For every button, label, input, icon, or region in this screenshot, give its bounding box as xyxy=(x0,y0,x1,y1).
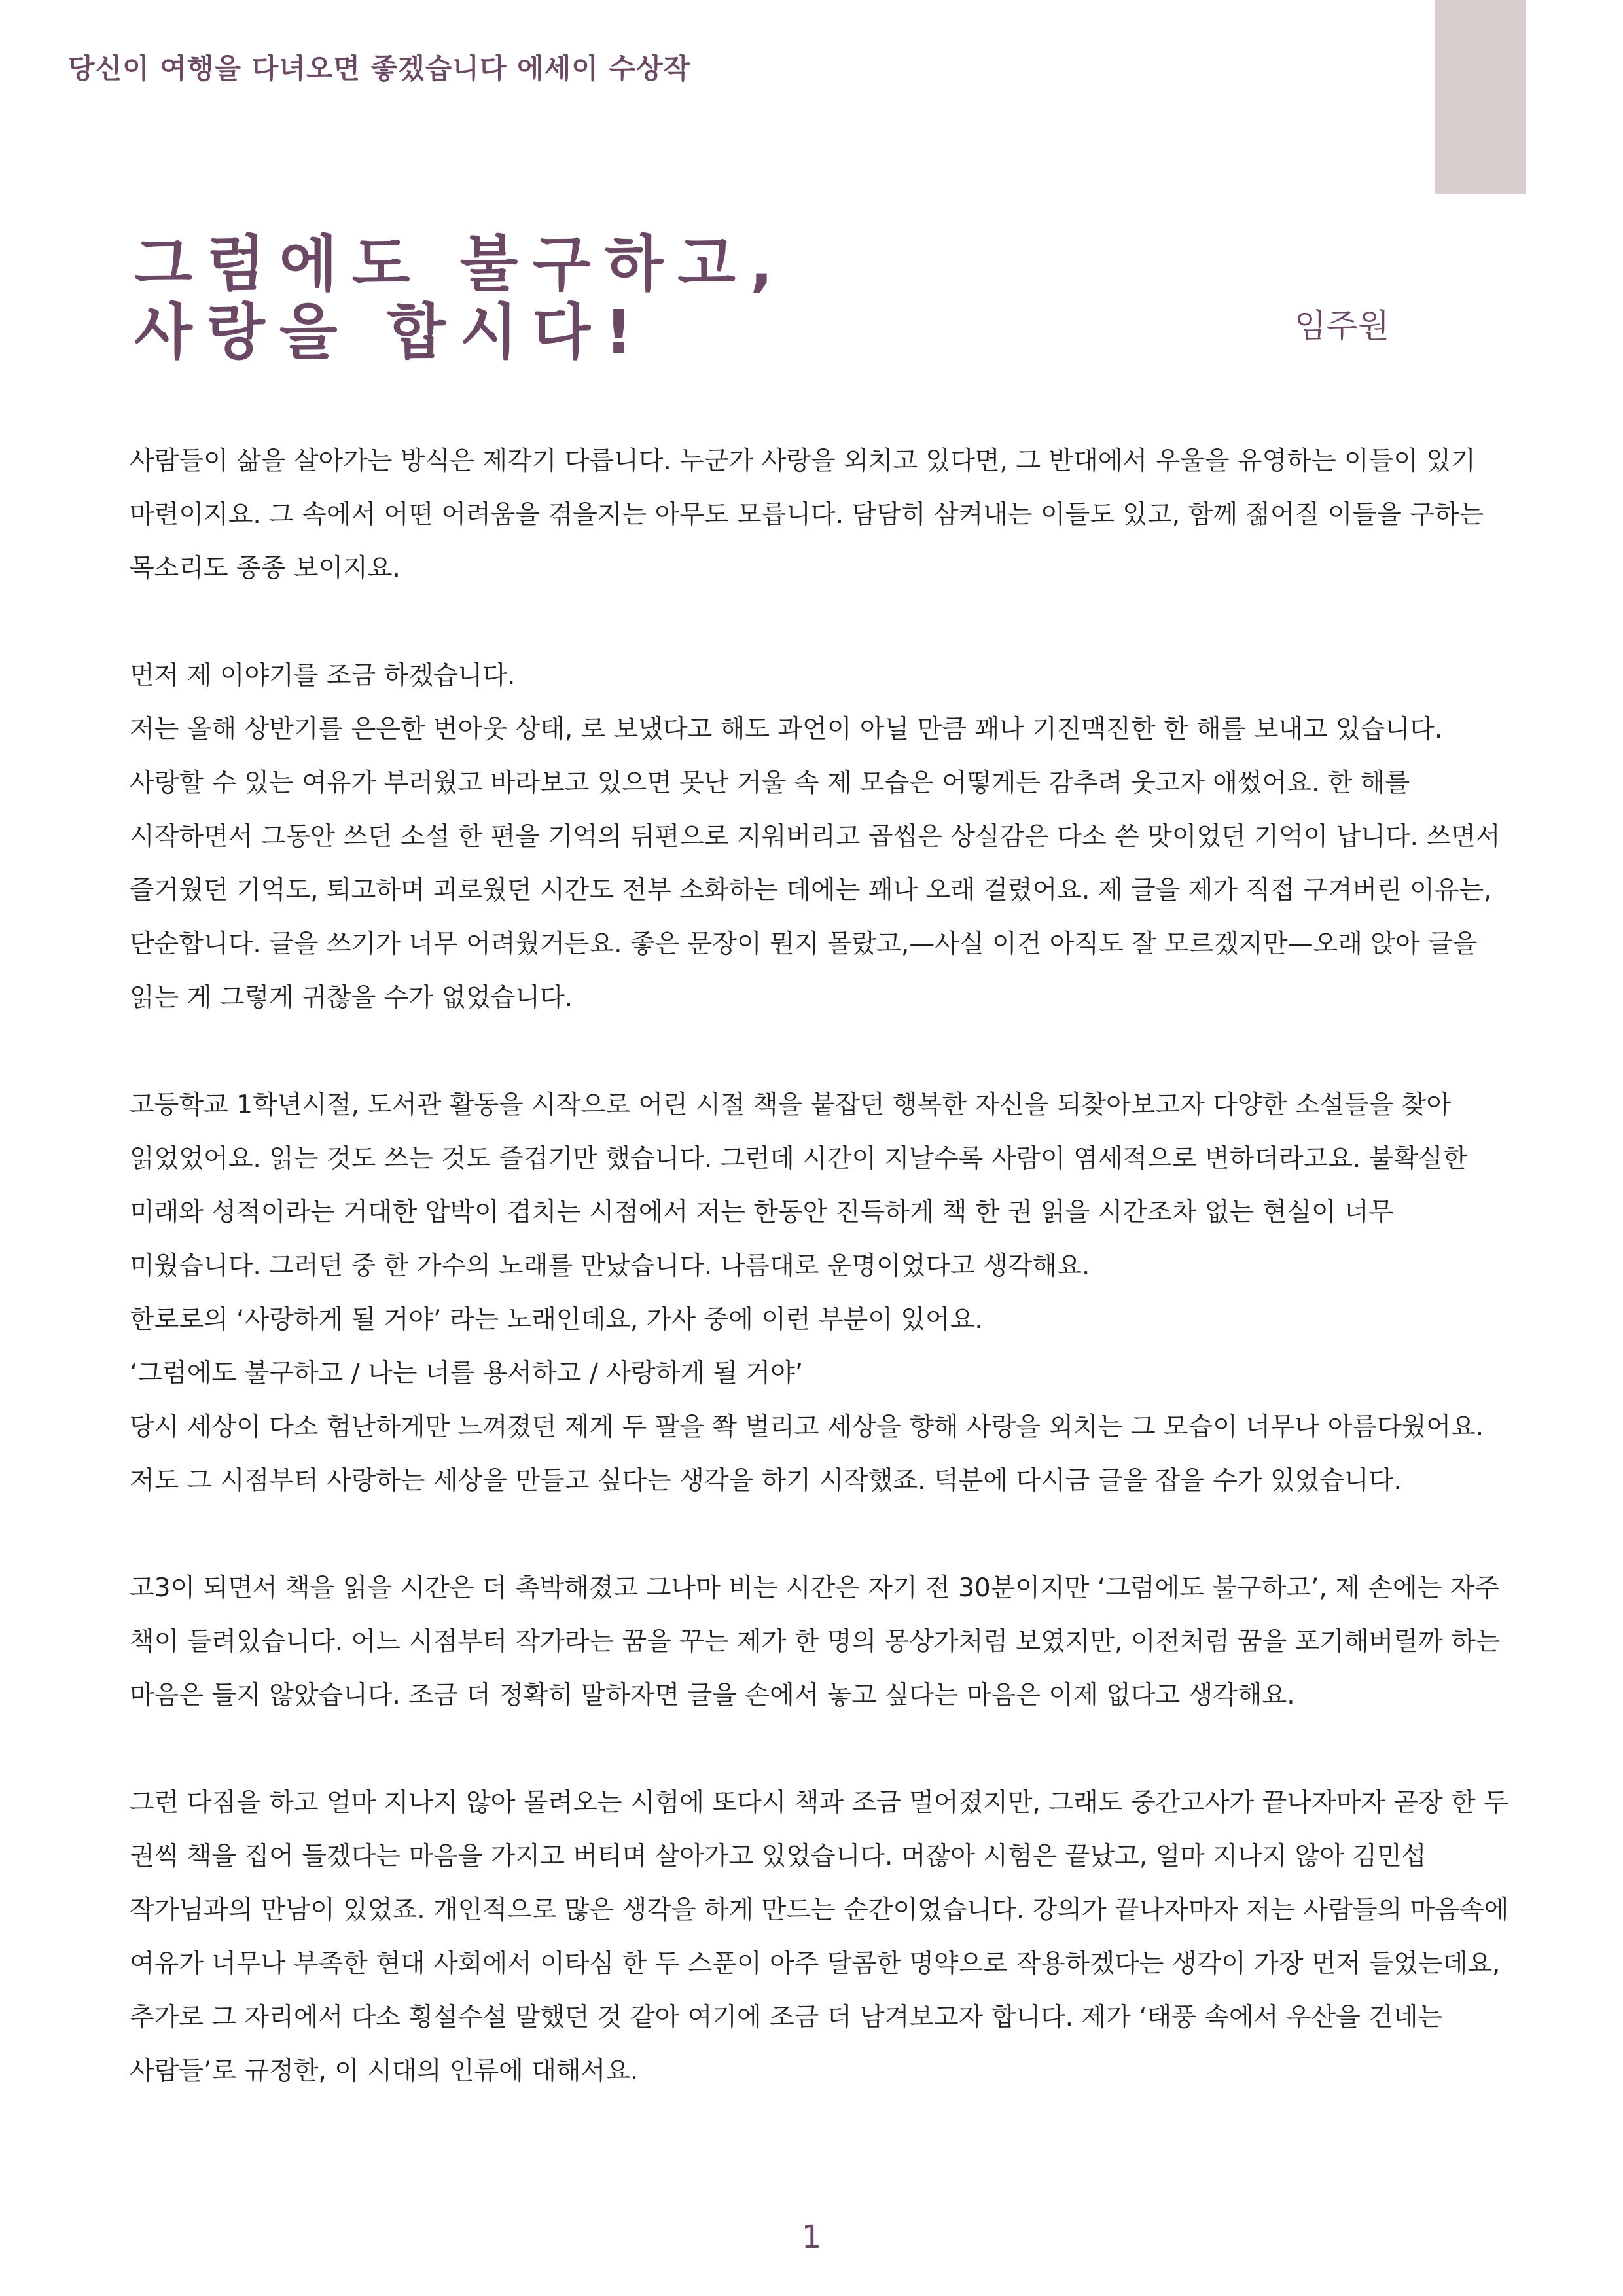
essay-title-line-2: 사랑을 합시다! xyxy=(134,297,647,367)
paragraph-5: 한로로의 ‘사랑하게 될 거야’ 라는 노래인데요, 가사 중에 이런 부분이 있어요. xyxy=(130,1305,983,1335)
corner-tab-decoration xyxy=(1435,0,1526,194)
paragraph-8: 고3이 되면서 책을 읽을 시간은 더 촉박해졌고 그나마 비는 시간은 자기 전 30분이지만 ‘그럼에도 불구하고’, 제 손에는 자주 책이 들려있습니다. 어느 시점부터 작가라는 꿈을 꾸는 제가 한 명의 몽상가처럼 보였지만, 이전처럼 꿈을 포기해버릴까 하는 마음은 들지 않았습니다. 조금 더 정확히 말하자면 글을 손에서 놓고 싶다는 마음은 이제 없다고 생각해요. xyxy=(130,1573,1501,1710)
paragraph-3: 저는 올해 상반기를 은은한 번아웃 상태, 로 보냈다고 해도 과언이 아닐 만큼 꽤나 기진맥진한 한 해를 보내고 있습니다. 사랑할 수 있는 여유가 부러웠고 바라보고 있으면 못난 거울 속 제 모습은 어떻게든 감추려 웃고자 애썼어요. 한 해를 시작하면서 그동안 쓰던 소설 한 편을 기억의 뒤편으로 지워버리고 곱씹은 상실감은 다소 쓴 맛이었던 기억이 납니다. 쓰면서 즐거웠던 기억도, 퇴고하며 괴로웠던 시간도 전부 소화하는 데에는 꽤나 오래 걸렸어요. 제 글을 제가 직접 구겨버린 이유는, 단순합니다. 글을 쓰기가 너무 어려웠거든요. 좋은 문장이 뭔지 몰랐고,—사실 이건 아직도 잘 모르겠지만—오래 앉아 글을 읽는 게 그렇게 귀찮을 수가 없었습니다. xyxy=(130,715,1501,1013)
page-number: 1 xyxy=(801,2219,822,2255)
essay-title-line-1: 그럼에도 불구하고, xyxy=(134,229,787,299)
paragraph-2: 먼저 제 이야기를 조금 하겠습니다. xyxy=(130,661,516,691)
essay-body xyxy=(130,435,1510,2098)
running-header: 당신이 여행을 다녀오면 좋겠습니다 에세이 수상작 xyxy=(68,52,691,84)
paragraph-7: 당시 세상이 다소 험난하게만 느껴졌던 제게 두 팔을 쫙 벌리고 세상을 향해 사랑을 외치는 그 모습이 너무나 아름다웠어요. 저도 그 시점부터 사랑하는 세상을 만들고 싶다는 생각을 하기 시작했죠. 덕분에 다시금 글을 잡을 수가 있었습니다. xyxy=(130,1412,1484,1496)
paragraph-4: 고등학교 1학년시절, 도서관 활동을 시작으로 어린 시절 책을 붙잡던 행복한 자신을 되찾아보고자 다양한 소설들을 찾아 읽었었어요. 읽는 것도 쓰는 것도 즐겁기만 했습니다. 그런데 시간이 지날수록 사람이 염세적으로 변하더라고요. 불확실한 미래와 성적이라는 거대한 압박이 겹치는 시점에서 저는 한동안 진득하게 책 한 권 읽을 시간조차 없는 현실이 너무 미웠습니다. 그러던 중 한 가수의 노래를 만났습니다. 나름대로 운명이었다고 생각해요. xyxy=(130,1090,1468,1281)
paragraph-1: 사람들이 삶을 살아가는 방식은 제각기 다릅니다. 누군가 사랑을 외치고 있다면, 그 반대에서 우울을 유영하는 이들이 있기 마련이지요. 그 속에서 어떤 어려움을 겪을지는 아무도 모릅니다. 담담히 삼켜내는 이들도 있고, 함께 젊어질 이들을 구하는 목소리도 종종 보이지요. xyxy=(130,446,1484,583)
essay-title xyxy=(134,230,1116,367)
author-name: 임주원 xyxy=(1294,307,1389,345)
paragraph-9: 그런 다짐을 하고 얼마 지나지 않아 몰려오는 시험에 또다시 책과 조금 멀어졌지만, 그래도 중간고사가 끝나자마자 곧장 한 두 권씩 책을 집어 들겠다는 마음을 가지고 버티며 살아가고 있었습니다. 머잖아 시험은 끝났고, 얼마 지나지 않아 김민섭 작가님과의 만남이 있었죠. 개인적으로 많은 생각을 하게 만드는 순간이었습니다. 강의가 끝나자마자 저는 사람들의 마음속에 여유가 너무나 부족한 현대 사회에서 이타심 한 두 스푼이 아주 달콤한 명약으로 작용하겠다는 생각이 가장 먼저 들었는데요, 추가로 그 자리에서 다소 횡설수설 말했던 것 같아 여기에 조금 더 남겨보고자 합니다. 제가 ‘태풍 속에서 우산을 건네는 사람들’로 규정한, 이 시대의 인류에 대해서요. xyxy=(130,1788,1509,2086)
lyric-quote: ‘그럼에도 불구하고 / 나는 너를 용서하고 / 사랑하게 될 거야’ xyxy=(130,1359,804,1388)
